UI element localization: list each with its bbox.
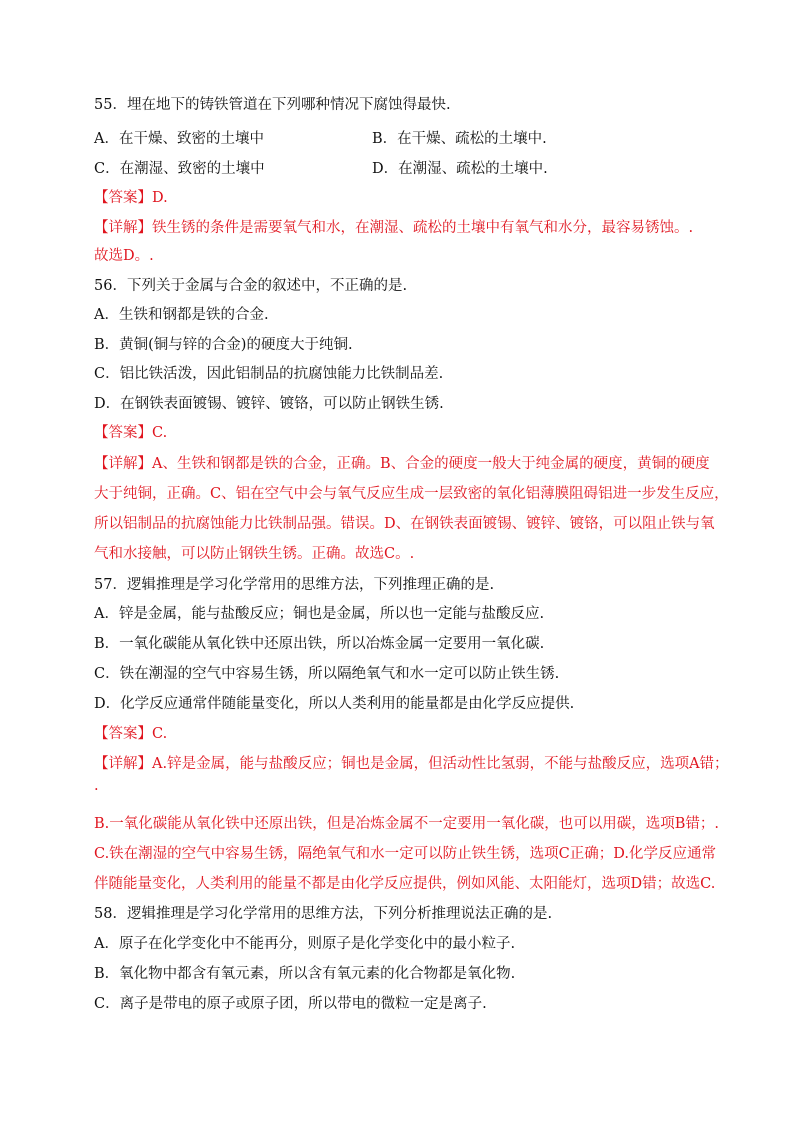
question-56-detail-line: 大于纯铜，正确。C、铝在空气中会与氧气反应生成一层致密的氧化铝薄膜阻碍铝进一步发生反应，	[94, 486, 729, 502]
question-57-detail-line: .	[94, 778, 99, 794]
question-55-stem: 55．埋在地下的铸铁管道在下列哪种情况下腐蚀得最快.	[94, 97, 451, 113]
question-56-detail-line: 【详解】A、生铁和钢都是铁的合金，正确。B、合金的硬度一般大于纯金属的硬度，黄铜的硬度	[94, 456, 710, 472]
question-57-detail-line: 【详解】A.锌是金属，能与盐酸反应；铜也是金属，但活动性比氢弱，不能与盐酸反应，选项A错；	[94, 756, 729, 772]
question-58-option-a: A．原子在化学变化中不能再分，则原子是化学变化中的最小粒子.	[94, 936, 516, 952]
question-57-stem: 57．逻辑推理是学习化学常用的思维方法，下列推理正确的是.	[94, 577, 495, 593]
question-56-option-c: C．铝比铁活泼，因此铝制品的抗腐蚀能力比铁制品差.	[94, 366, 444, 382]
question-55-option-d: D．在潮湿、疏松的土壤中.	[372, 161, 548, 177]
question-56-answer: 【答案】C.	[94, 425, 168, 441]
question-55-answer: 【答案】D.	[94, 190, 168, 206]
question-55-detail-line: 【详解】铁生锈的条件是需要氧气和水，在潮湿、疏松的土壤中有氧气和水分，最容易锈蚀。.	[94, 220, 694, 236]
question-56-detail-line: 气和水接触，可以防止钢铁生锈。正确。故选C。.	[94, 546, 415, 562]
question-56-option-d: D．在钢铁表面镀锡、镀锌、镀铬，可以防止钢铁生锈.	[94, 396, 444, 412]
question-55-detail-line: 故选D。.	[94, 248, 154, 264]
question-57-option-d: D．化学反应通常伴随能量变化，所以人类利用的能量都是由化学反应提供.	[94, 696, 575, 712]
question-57-option-a: A．锌是金属，能与盐酸反应；铜也是金属，所以也一定能与盐酸反应.	[94, 606, 545, 622]
question-57-detail-line: 伴随能量变化，人类利用的能量不都是由化学反应提供，例如风能、太阳能灯，选项D错；故选C.	[94, 876, 716, 892]
question-57-option-b: B．一氧化碳能从氧化铁中还原出铁，所以冶炼金属一定要用一氧化碳.	[94, 636, 545, 652]
question-55-option-b: B．在干燥、疏松的土壤中.	[372, 131, 547, 147]
question-58-option-b: B．氧化物中都含有氧元素，所以含有氧元素的化合物都是氧化物.	[94, 966, 516, 982]
question-57-option-c: C．铁在潮湿的空气中容易生锈，所以隔绝氧气和水一定可以防止铁生锈.	[94, 666, 560, 682]
question-56-detail-line: 所以铝制品的抗腐蚀能力比铁制品强。错误。D、在钢铁表面镀锡、镀锌、镀铬，可以阻止铁与氧	[94, 516, 715, 532]
question-57-answer: 【答案】C.	[94, 726, 168, 742]
question-58-stem: 58．逻辑推理是学习化学常用的思维方法，下列分析推理说法正确的是.	[94, 906, 553, 922]
question-55-option-a: A．在干燥、致密的土壤中	[94, 131, 264, 147]
question-56-stem: 56．下列关于金属与合金的叙述中，不正确的是.	[94, 278, 408, 294]
question-57-detail-line: B.一氧化碳能从氧化铁中还原出铁，但是冶炼金属不一定要用一氧化碳，也可以用碳，选项B错；.	[94, 816, 720, 832]
question-55-option-c: C．在潮湿、致密的土壤中	[94, 161, 265, 177]
question-57-detail-line: C.铁在潮湿的空气中容易生锈，隔绝氧气和水一定可以防止铁生锈，选项C正确；D.化学反应通常	[94, 846, 716, 862]
question-58-option-c: C．离子是带电的原子或原子团，所以带电的微粒一定是离子.	[94, 996, 487, 1012]
question-56-option-b: B．黄铜(铜与锌的合金)的硬度大于纯铜.	[94, 337, 353, 353]
question-56-option-a: A．生铁和钢都是铁的合金.	[94, 307, 269, 323]
